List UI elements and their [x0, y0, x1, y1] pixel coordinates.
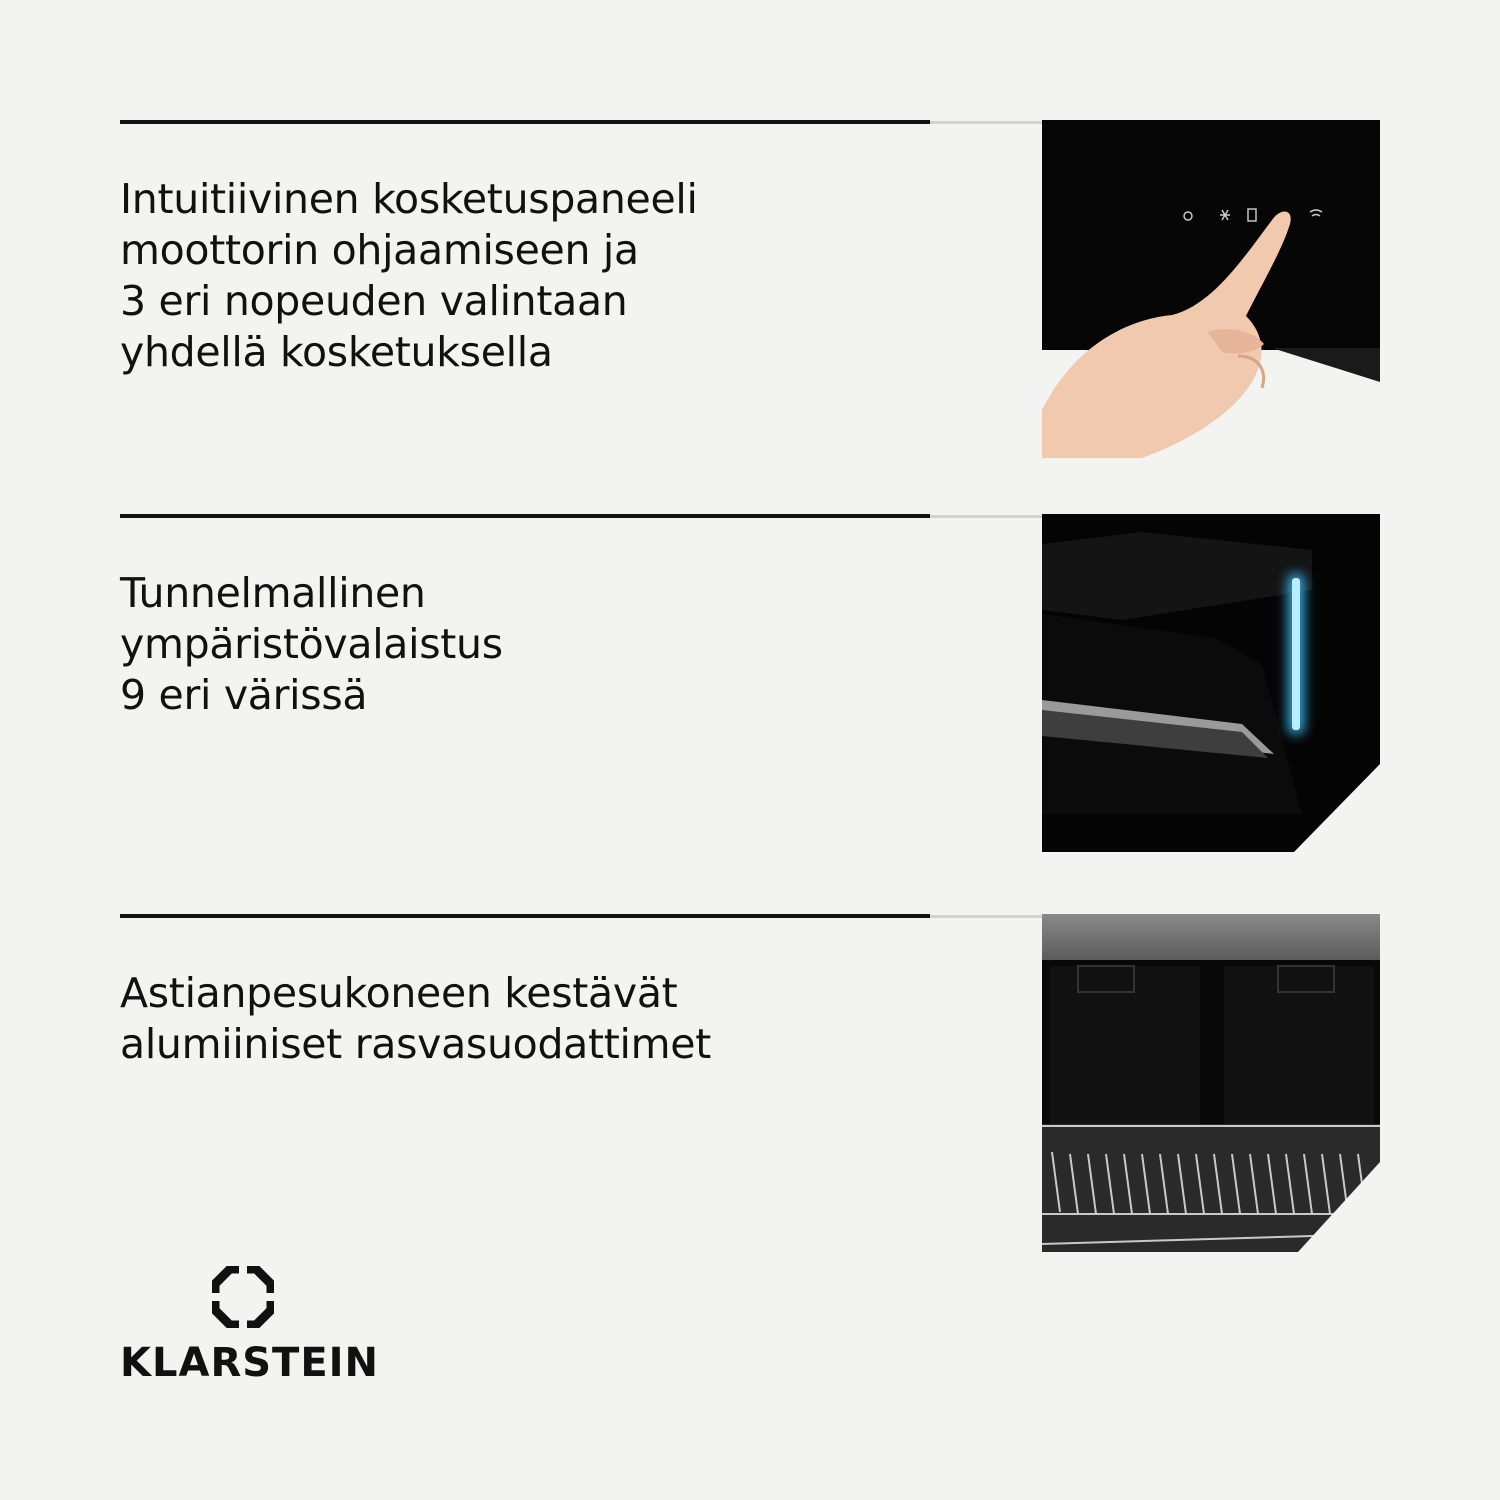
touch-panel-photo: [1042, 120, 1380, 458]
feature-line: alumiiniset rasvasuodattimet: [120, 1020, 711, 1068]
grease-filter-photo: [1042, 914, 1380, 1252]
section-rule: [120, 120, 930, 124]
feature-line: 9 eri värissä: [120, 671, 368, 719]
klarstein-logo-icon: [212, 1266, 274, 1332]
feature-text: [120, 968, 920, 1070]
feature-line: Astianpesukoneen kestävät: [120, 969, 678, 1017]
feature-line: ympäristövalaistus: [120, 620, 503, 668]
ambient-light-photo: [1042, 514, 1380, 852]
feature-line: Intuitiivinen kosketuspaneeli: [120, 175, 698, 223]
feature-line: yhdellä kosketuksella: [120, 328, 553, 376]
section-rule-tail: [930, 915, 1050, 918]
feature-text: [120, 174, 920, 378]
section-rule: [120, 914, 930, 918]
feature-line: Tunnelmallinen: [120, 569, 426, 617]
section-rule: [120, 514, 930, 518]
feature-text: [120, 568, 920, 721]
brand-name: KLARSTEIN: [120, 1340, 380, 1386]
section-rule-tail: [930, 121, 1050, 124]
feature-line: moottorin ohjaamiseen ja: [120, 226, 639, 274]
section-rule-tail: [930, 515, 1050, 518]
feature-line: 3 eri nopeuden valintaan: [120, 277, 628, 325]
